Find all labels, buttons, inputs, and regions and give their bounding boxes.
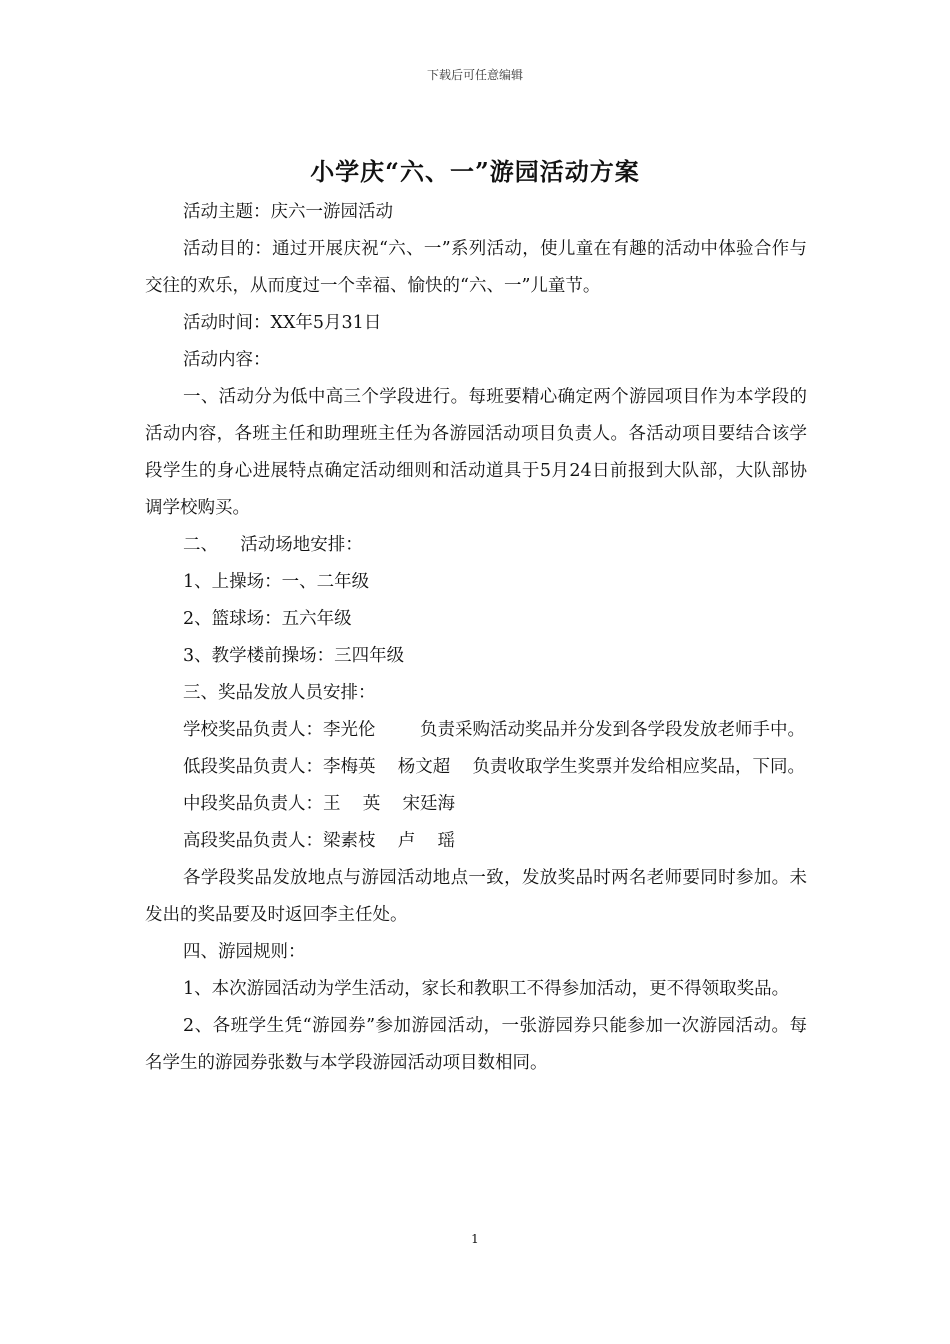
paragraph-mid-prize-lead: 中段奖品负责人：王 英 宋廷海 — [183, 794, 456, 814]
paragraph-venue-3: 3、教学楼前操场：三四年级 — [183, 646, 405, 666]
paragraph-theme: 活动主题：庆六一游园活动 — [183, 202, 393, 222]
paragraph-section-3-heading: 三、奖品发放人员安排： — [183, 683, 376, 703]
paragraph-content-heading: 活动内容： — [183, 350, 271, 370]
page-header-note: 下载后可任意编辑 — [426, 68, 523, 82]
paragraph-venue-1: 1、上操场：一、二年级 — [183, 572, 370, 592]
paragraph-high-prize-lead: 高段奖品负责人：梁素枝 卢 瑶 — [183, 831, 456, 851]
paragraph-time: 活动时间：XX年5月31日 — [183, 313, 382, 333]
paragraph-rule-1: 1、本次游园活动为学生活动，家长和教职工不得参加活动，更不得领取奖品。 — [183, 979, 790, 999]
paragraph-school-prize-lead: 学校奖品负责人：李光伦 负责采购活动奖品并分发到各学段发放老师手中。 — [183, 720, 805, 740]
paragraph-prize-location: 各学段奖品发放地点与游园活动地点一致，发放奖品时两名老师要同时参加。未发出的奖品要及时返回李主任处。 — [145, 868, 807, 925]
document-title: 小学庆“六、一”游园活动方案 — [310, 157, 640, 186]
paragraph-venue-2: 2、篮球场：五六年级 — [183, 609, 352, 629]
paragraph-section-4-heading: 四、游园规则： — [183, 942, 306, 962]
document-body — [145, 194, 807, 1082]
paragraph-rule-2: 2、各班学生凭“游园券”参加游园活动，一张游园券只能参加一次游园活动。每名学生的游园券张数与本学段游园活动项目数相同。 — [145, 1016, 807, 1073]
paragraph-low-prize-lead: 低段奖品负责人：李梅英 杨文超 负责收取学生奖票并发给相应奖品，下同。 — [183, 757, 805, 777]
page-number: 1 — [471, 1232, 479, 1246]
paragraph-section-1: 一、活动分为低中高三个学段进行。每班要精心确定两个游园项目作为本学段的活动内容，各班主任和助理班主任为各游园活动项目负责人。各活动项目要结合该学段学生的身心进展特点确定活动细则和活动道具于5月24日前报到大队部，大队部协调学校购买。 — [145, 387, 807, 518]
paragraph-purpose: 活动目的：通过开展庆祝“六、一”系列活动，使儿童在有趣的活动中体验合作与交往的欢乐，从而度过一个幸福、愉快的“六、一”儿童节。 — [145, 239, 807, 296]
paragraph-section-2-heading: 二、 活动场地安排： — [183, 535, 363, 555]
